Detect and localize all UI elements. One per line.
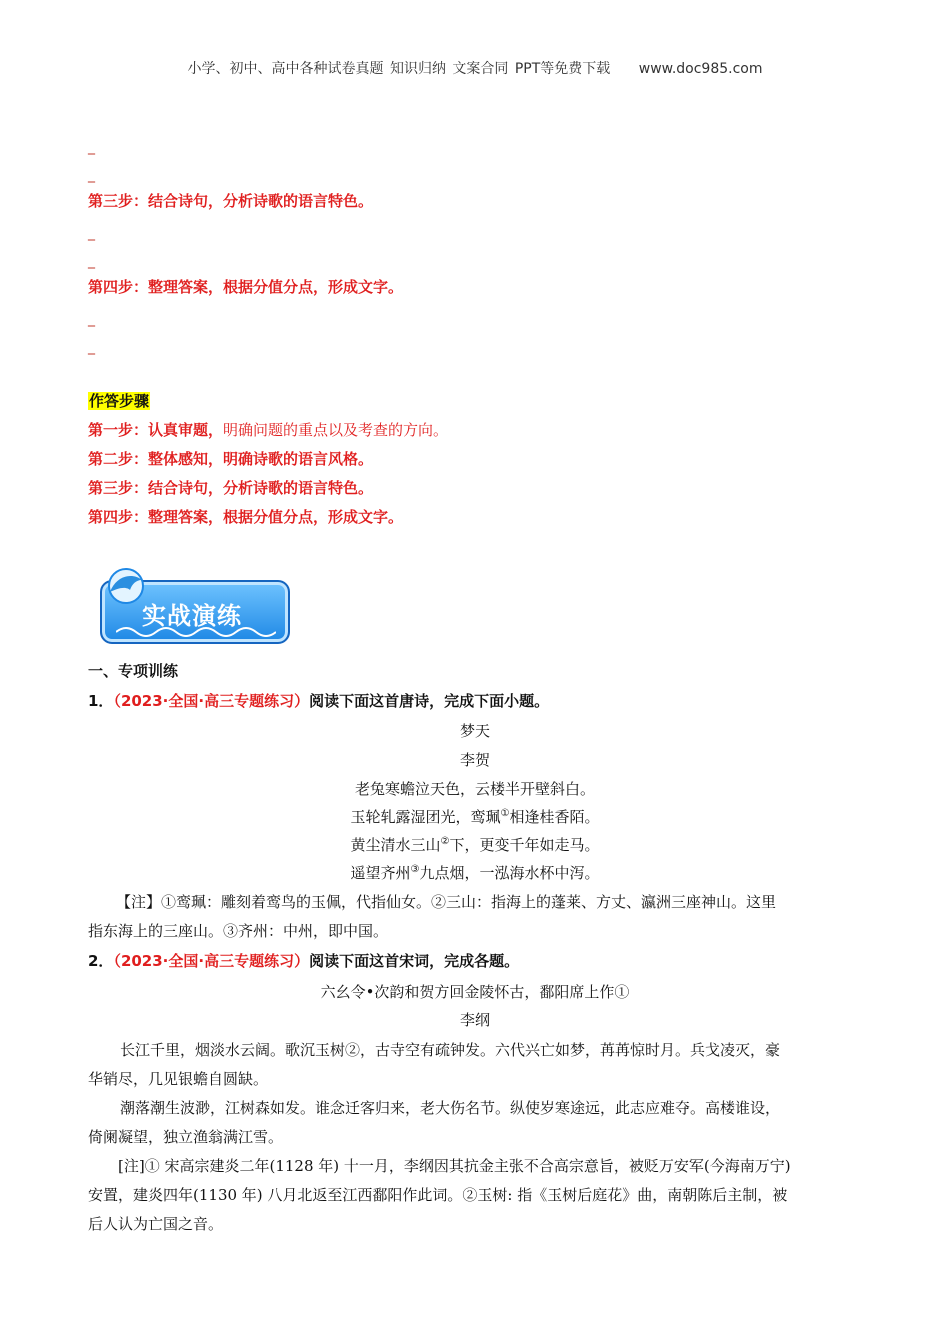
q1-poem-line: 遥望齐州③九点烟，一泓海水杯中泻。 [350, 864, 600, 882]
answer-steps-title: 作答步骤 [89, 392, 150, 410]
page-header [0, 58, 950, 78]
blank-line: _ [88, 311, 95, 327]
question-2-header: 2．（2023·全国·高三专题练习）阅读下面这首宋词，完成各题。 [88, 952, 520, 970]
step3-text: 第三步：结合诗句，分析诗歌的语言特色。 [88, 192, 374, 210]
q1-poem-author: 李贺 [459, 751, 490, 769]
answer-step1: 第一步：认真审题，明确问题的重点以及考查的方向。 [88, 421, 449, 439]
q2-note: 后人认为亡国之音。 [88, 1215, 224, 1233]
blank-line: _ [88, 253, 95, 269]
q2-poem-title: 六幺令•次韵和贺方回金陵怀古，鄱阳席上作① [320, 983, 630, 1001]
q2-text: 长江千里，烟淡水云阔。歌沉玉树②，古寺空有疏钟发。六代兴亡如梦，苒苒惊时月。兵戈凌灭，豪 [120, 1041, 781, 1059]
blank-line: _ [88, 339, 95, 355]
q1-note: 指东海上的三座山。③齐州：中州，即中国。 [88, 922, 389, 940]
blank-line: _ [88, 225, 95, 241]
blank-line: _ [88, 167, 95, 183]
q2-note: 安置，建炎四年(1130 年) 八月北返至江西鄱阳作此词。②玉树: 指《玉树后庭花》曲，南朝陈后主制，被 [88, 1186, 788, 1204]
wave-decoration [116, 624, 276, 638]
section-title: 一、专项训练 [88, 662, 179, 680]
q1-note: 【注】①鸾珮：雕刻着鸾鸟的玉佩，代指仙女。②三山：指海上的蓬莱、方丈、瀛洲三座神山。这里 [116, 893, 777, 911]
q2-text: 潮落潮生波渺，江树森如发。谁念迁客归来，老大伤名节。纵使岁寒途远，此志应难夺。高楼谁设， [120, 1099, 781, 1117]
header-url: www.doc985.com [638, 61, 763, 77]
q1-poem-line: 玉轮轧露湿团光，鸾珮①相逢桂香陌。 [350, 808, 600, 826]
banner-label: 实战演练 [142, 602, 242, 630]
q2-poem-author: 李纲 [459, 1011, 490, 1029]
question-1-header: 1．（2023·全国·高三专题练习）阅读下面这首唐诗，完成下面小题。 [88, 692, 550, 710]
q2-text: 华销尽，几见银蟾自圆缺。 [88, 1070, 269, 1088]
answer-step3: 第三步：结合诗句，分析诗歌的语言特色。 [88, 479, 374, 497]
answer-step2: 第二步：整体感知，明确诗歌的语言风格。 [88, 450, 374, 468]
practice-banner [100, 580, 290, 644]
blank-line: _ [88, 139, 95, 155]
header-text: 小学、初中、高中各种试卷真题 知识归纳 文案合同 PPT等免费下载 [187, 61, 611, 77]
step4-text: 第四步：整理答案，根据分值分点，形成文字。 [88, 278, 404, 296]
q2-note: [注]① 宋高宗建炎二年(1128 年) 十一月，李纲因其抗金主张不合高宗意旨，被贬万安军(今海南万宁) [118, 1157, 791, 1175]
answer-step4: 第四步：整理答案，根据分值分点，形成文字。 [88, 508, 404, 526]
q1-poem-line: 老兔寒蟾泣天色，云楼半开壁斜白。 [354, 780, 595, 798]
q1-poem-title: 梦天 [459, 722, 490, 740]
q1-poem-line: 黄尘清水三山②下，更变千年如走马。 [350, 836, 600, 854]
q2-text: 倚阑凝望，独立渔翁满江雪。 [88, 1128, 284, 1146]
